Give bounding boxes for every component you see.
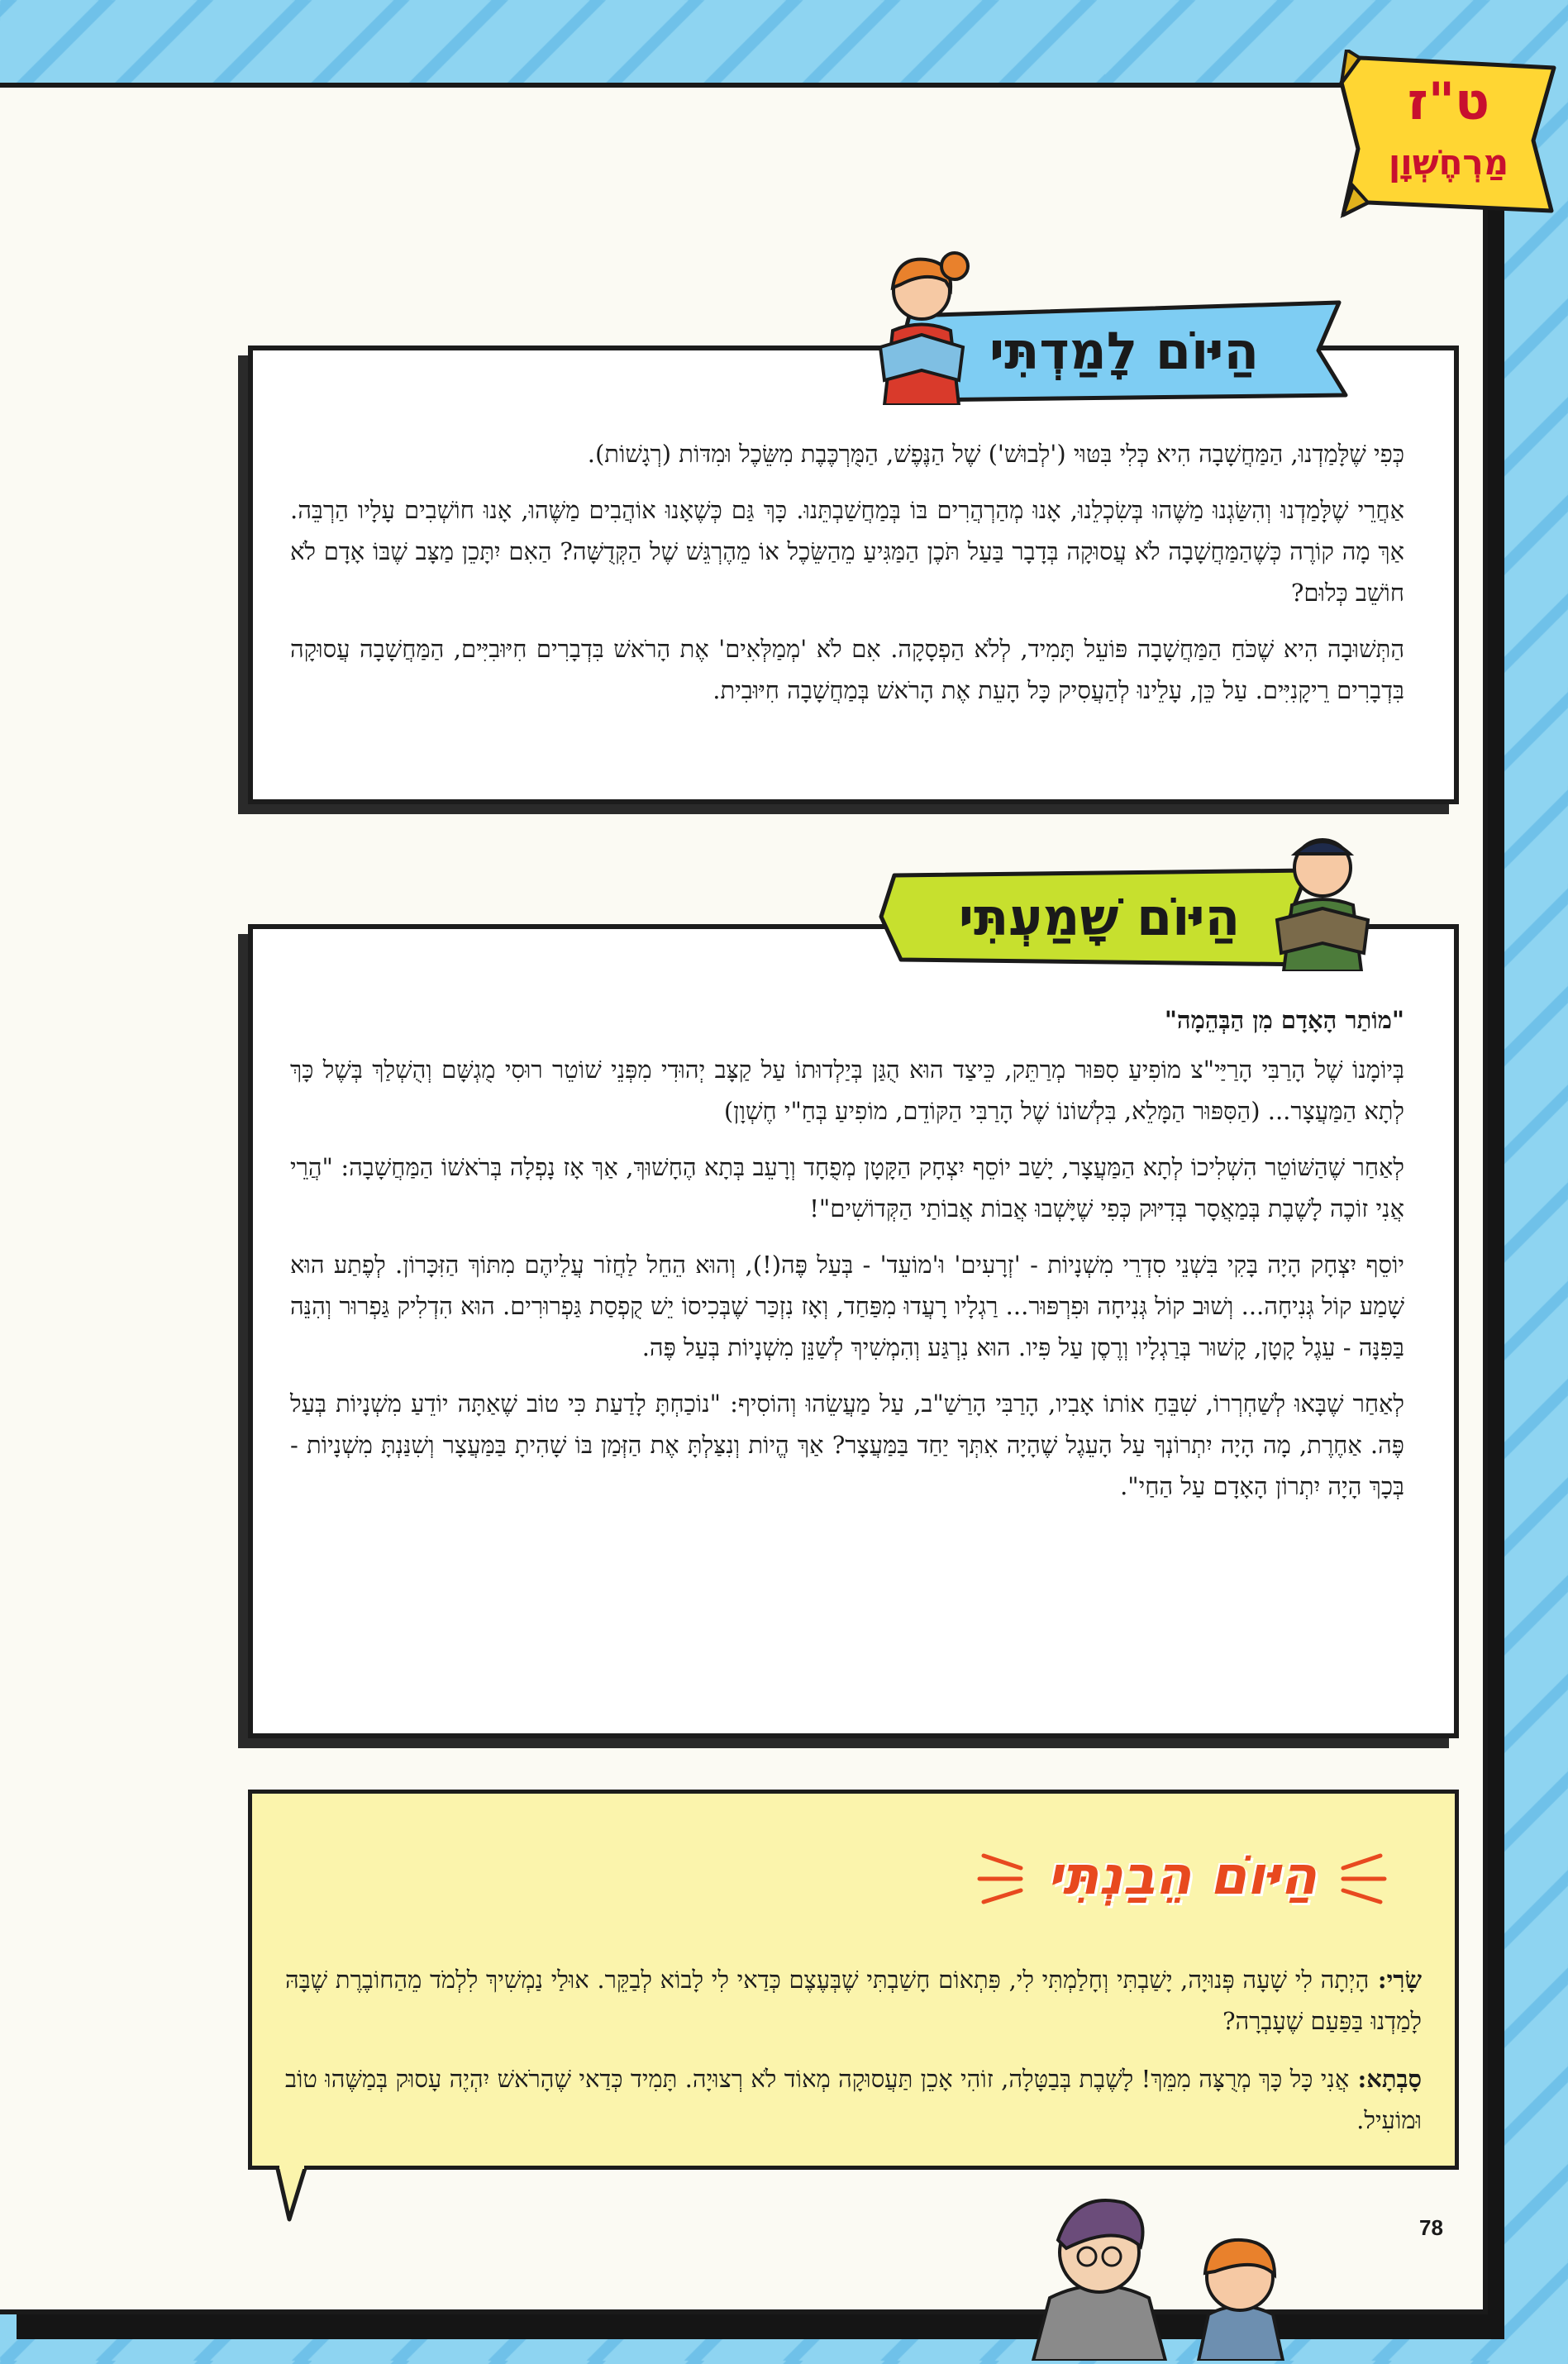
learned-text [290,433,1404,726]
date-ribbon [1335,50,1562,223]
heard-paragraph-3: יוֹסֵף יִצְחָק הָיָה בָּקִי בִּשְׁנֵי סִדְרֵי מִשְׁנָיוֹת - 'זְרָעִים' וּ'מוֹעֵד' - בְּעַל פֶּה(!), וְהוּא הֵחֵל לַחֲזֹר עֲלֵיהֶם מִתּוֹךְ הַזִּכָּרוֹן. לְפֶתַע הוּא שָׁמַע קוֹל גְּנִיחָה... וְשׁוּב קוֹל גְּנִיחָה וּפִרְפּוּר... רַגְלָיו רָעֲדוּ מִפַּחַד, וְאָז נִזְכַּר שֶׁבְּכִיסוֹ יֵשׁ קֻפְסַת גַּפְרוּרִים. הוּא הִדְלִיק גַּפְרוּר וְהִנֵּה בַּפִּנָּה - עֵגֶל קָטָן, קָשׁוּר בְּרַגְלָיו וְרֶסֶן עַל פִּיו. הוּא נִרְגַּע וְהִמְשִׁיךְ לְשַׁנֵּן מִשְׁנָיוֹת בְּעַל פֶּה. [290,1251,1404,1361]
understood-title: הַיּוֹם הֵבַנְתִּי [1046,1846,1318,1907]
girl-reading-illustration [860,248,984,408]
ribbon-day: ט"ז [1407,71,1490,131]
dialogue-speaker-1: שָׂרִי: [1377,1966,1422,1994]
speech-tail-icon [273,2166,322,2223]
understood-title-badge [975,1831,1389,1922]
heard-quote-title: "מוֹתַר הָאָדָם מִן הַבְּהֵמָה" [1164,1006,1404,1034]
dialogue-text-2: אֲנִי כָּל כָּךְ מְרֻצָּה מִמֵּךְ! לָשֶׁבֶת בְּבַטָּלָה, זוֹהִי אָכֵן תַּעֲסוּקָה מְאוֹד לֹא רְצוּיָה. תָּמִיד כְּדַאי שֶׁהָרֹאשׁ יִהְיֶה עָסוּק בְּמַשֶּׁהוּ טוֹב וּמוֹעִיל. [285,2065,1422,2134]
learned-paragraph-1: כְּפִי שֶׁלָּמַדְנוּ, הַמַּחֲשָׁבָה הִיא כְּלִי בִּטּוּי ('לְבוּשׁ') שֶׁל הַנֶּפֶשׁ, הַמֻּרְכֶּבֶת מִשֵּׂכֶל וּמִדּוֹת (רְגָשׁוֹת). [587,440,1404,468]
heard-banner [876,864,1323,971]
learned-paragraph-2: אַחֲרֵי שֶׁלָּמַדְנוּ וְהִשַּׂגְנוּ מַשֶּׁהוּ בְּשִׂכְלֵנוּ, אָנוּ מְהַרְהֲרִים בּוֹ בְּמַחֲשַׁבְתֵּנוּ. כָּךְ גַּם כְּשֶׁאָנוּ אוֹהֲבִים מַשֶּׁהוּ, אָנוּ חוֹשְׁבִים עָלָיו הַרְבֵּה. אַךְ מָה קוֹרֶה כְּשֶׁהַמַּחֲשָׁבָה לֹא עֲסוּקָה בְּדָבָר בַּעַל תֹּכֶן הַמַּגִּיעַ מֵהַשֵּׂכֶל אוֹ מֵהֶרְגֵּשׁ שֶׁל הַקְּדֻשָּׁה? הַאִם יִתָּכֵן מַצָּב שֶׁבּוֹ אָדָם לֹא חוֹשֵׁב כְּלוּם? [290,496,1404,607]
learned-title: הַיּוֹם לָמַדְתִּי [989,321,1260,381]
understood-box [248,1790,1459,2170]
understood-dialogue [285,1959,1422,2157]
heard-box [248,924,1459,1738]
heard-paragraph-4: לְאַחַר שֶׁבָּאוּ לְשַׁחְרְרוֹ, שִׁבֵּחַ אוֹתוֹ אָבִיו, הָרַבִּי הָרַשַׁ"ב, עַל מַעֲשֵׂהוּ וְהוֹסִיף: "נוֹכַחְתָּ לָדַעַת כִּי טוֹב שֶׁאַתָּה יוֹדֵעַ מִשְׁנָיוֹת בְּעַל פֶּה. אַחֶרֶת, מָה הָיָה יִתְרוֹנְךָ עַל הָעֵגֶל שֶׁהָיָה אִתְּךָ יַחַד בַּמַּעֲצָר? אַךְ הֱיוֹת וְנִצַּלְתָּ אֶת הַזְּמַן בּוֹ שָׁהִיתָ בַּמַּעֲצָר וְשִׁנַּנְתָּ מִשְׁנָיוֹת - בְּכָךְ הָיָה יִתְרוֹן הָאָדָם עַל הַחַי". [290,1389,1404,1500]
page-number: 78 [1419,2215,1443,2240]
dialogue-text-1: הָיְתָה לִי שָׁעָה פְּנוּיָה, יָשַׁבְתִּי וְחָלַמְתִּי לִי, פִּתְאוֹם חָשַׁבְתִּי שֶׁבְּעֶצֶם כְּדַאי לִי לָבוֹא לְבַקֵּר. אוּלַי נַמְשִׁיךְ לִלְמֹד מֵהַחוֹבֶרֶת שֶׁבָּהּ לָמַדְנוּ בַּפַּעַם שֶׁעָבְרָה? [285,1966,1422,2035]
grandmother-and-girl-illustration [1017,2174,1364,2364]
learned-box [248,346,1459,804]
dialogue-line-2 [285,2058,1422,2141]
heard-paragraph-1: בְּיוֹמָנוֹ שֶׁל הָרַבִּי הָרַיַּי"צ מוֹפִיעַ סִפּוּר מְרַתֵּק, כֵּיצַד הוּא הֻגַּן בְּיַלְדוּתוֹ עַל קַצָּב יְהוּדִי מִפְּנֵי שׁוֹטֵר רוּסִי מֻגְשָּׁם וְהֻשְׁלַךְ בְּשֶׁל כָּךְ לְתָא הַמַּעֲצָר... (הַסִּפּוּר הַמָּלֵא, בִּלְשׁוֹנוֹ שֶׁל הָרַבִּי הַקּוֹדֵם, מוֹפִיעַ בְּחַ"י חֶשְׁוָן) [290,1056,1405,1125]
dialogue-line-1 [285,1959,1422,2042]
ribbon-month: מַרְחֶשְׁוָן [1388,142,1509,183]
heard-paragraph-2: לְאַחַר שֶׁהַשּׁוֹטֵר הִשְׁלִיכוֹ לְתָא הַמַּעֲצָר, יָשַׁב יוֹסֵף יִצְחָק הַקָּטָן מְפֻחָד וְרָעֵב בְּתָא הֶחָשׁוּךְ, אַךְ אָז נָפְלָה בְּרֹאשׁוֹ הַמַּחֲשָׁבָה: "הֲרֵי אֲנִי זוֹכֶה לָשֶׁבֶת בְּמַאֲסָר בְּדִיּוּק כְּפִי שֶׁיָּשְׁבוּ אֲבוֹת אֲבוֹתַי הַקְּדוֹשִׁים"! [290,1153,1404,1223]
heard-text [290,999,1404,1522]
boy-reading-illustration [1261,822,1385,975]
dialogue-speaker-2: סָבְתָא: [1357,2065,1422,2093]
learned-paragraph-3: הַתְּשׁוּבָה הִיא שֶׁכֹּחַ הַמַּחֲשָׁבָה פּוֹעֵל תָּמִיד, לְלֹא הַפְסָקָה. אִם לֹא 'מְמַלְּאִים' אֶת הָרֹאשׁ בִּדְבָרִים חִיּוּבִיִּים, הַמַּחֲשָׁבָה עֲסוּקָה בִּדְבָרִים רֵיקָנִיִּים. עַל כֵּן, עָלֵינוּ לְהַעֲסִיק כָּל הָעֵת אֶת הָרֹאשׁ בְּמַחֲשָׁבָה חִיּוּבִית. [290,635,1404,704]
heard-title: הַיּוֹם שָׁמַעְתִּי [958,887,1241,947]
